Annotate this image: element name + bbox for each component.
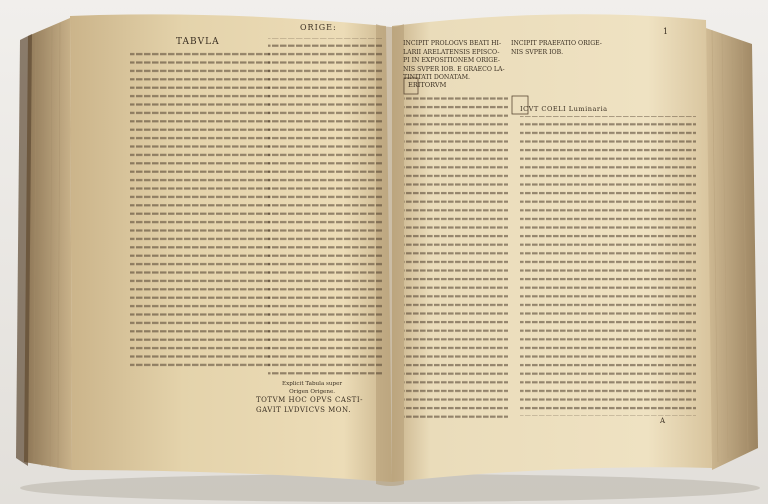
tabula-header: TABVLA (176, 37, 220, 47)
catchword: A (660, 417, 666, 425)
explicit-note: Explicit Tabula super Origen Origene. (282, 381, 343, 395)
praefatio-incipit: ICVT COELI Luminaria (520, 105, 608, 113)
tabula-column-right (268, 38, 382, 376)
praefatio-heading: INCIPIT PRAEFATIO ORIGE- NIS SVPER IOB. (511, 40, 602, 56)
prologus-heading: INCIPIT PROLOGVS BEATI HI- LARII ARELATENSIS EPISCO- PI IN EXPOSITIONEM ORIGE- NIS SVPER IOB. E GRAECO LA- TINITATI DONATAM. (403, 40, 505, 82)
column-header: ORIGE: (300, 23, 337, 32)
praefatio-text-block (520, 116, 696, 416)
colophon: TOTVM HOC OPVS CASTI- GAVIT LVDVICVS MON. (256, 396, 363, 414)
page-number: 1 (663, 27, 669, 36)
tabula-column-left (130, 50, 270, 370)
prologus-incipit: ERITORVM (408, 81, 447, 89)
prologus-text-block (404, 96, 508, 422)
